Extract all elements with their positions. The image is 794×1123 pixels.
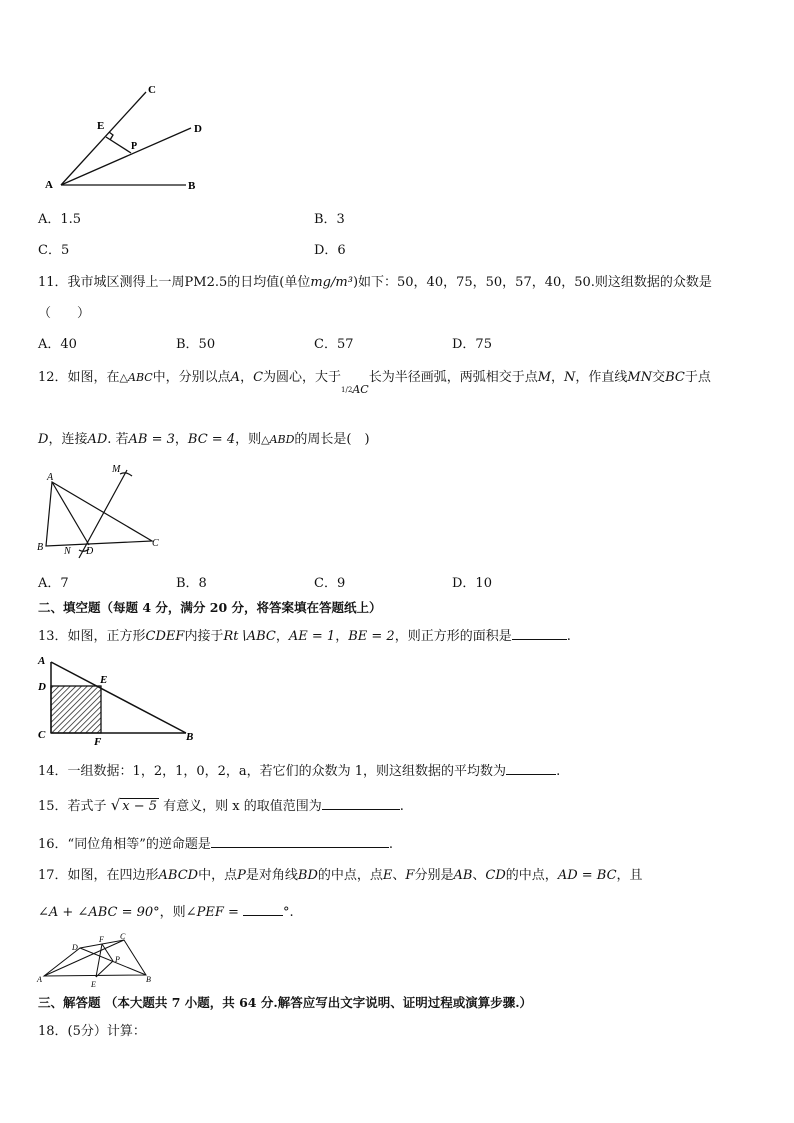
q11-option-b: B．50 [176,337,216,352]
fig17-label-P: P [115,955,120,964]
fig12-label-B: B [37,542,44,553]
q11-stem: 11．我市城区测得上一周PM2.5的日均值(单位mg/m³)如下：50，40，75，50，57，40，50.则这组数据的众数是 [38,275,712,290]
label-P: P [131,141,138,152]
quadrilateral-midpoint-figure [36,932,156,990]
fig13-label-C: C [38,729,46,741]
q11-option-c: C．57 [314,337,354,352]
fig12-label-M: M [112,464,121,475]
fig12-label-N: N [64,546,71,557]
q12-option-b: B．8 [176,576,207,591]
q12-option-a: A．7 [38,576,69,591]
label-E: E [97,120,105,132]
fig17-label-B: B [146,975,151,984]
q11-option-a: A．40 [38,337,77,352]
section-solutions-heading: 三、解答题 （本大题共 7 小题，共 64 分.解答应写出文字说明、证明过程或演算步骤.） [38,995,533,1010]
q12-option-c: C．9 [314,576,346,591]
q16-stem: 16．“同位角相等”的逆命题是 . [38,837,393,852]
q10-option-c: C．5 [38,243,70,258]
fig12-label-A: A [47,472,54,483]
label-D: D [194,123,202,135]
q16-answer-blank[interactable] [211,835,389,848]
inscribed-square-figure [36,652,201,747]
fig17-label-F: F [99,935,104,944]
triangle-perpendicular-bisector-figure [34,458,169,560]
q12-stem-line2: D，连接AD. 若AB = 3，BC = 4，则△ABD的周长是( ) [38,432,370,447]
fig13-label-A: A [38,655,46,667]
q18-stem: 18．(5分）计算： [38,1024,146,1039]
label-A: A [45,179,53,191]
fig13-label-B: B [186,731,194,743]
q10-option-a: A．1.5 [38,212,82,227]
q15-stem: 15．若式子 √ x − 5 有意义，则 x 的取值范围为 . [38,796,404,814]
section-fill-in-heading: 二、填空题（每题 4 分，满分 20 分，将答案填在答题纸上） [38,600,382,615]
fig12-label-C: C [152,538,159,549]
q13-answer-blank[interactable] [512,627,567,640]
fig17-label-D: D [72,943,78,952]
fig17-label-A: A [37,975,42,984]
q10-option-d: D．6 [314,243,346,258]
label-B: B [188,180,196,192]
fig12-label-D: D [86,546,94,557]
q14-answer-blank[interactable] [506,762,556,775]
fig13-label-D: D [38,681,46,693]
fig13-label-F: F [94,736,102,747]
q17-stem-line1: 17．如图，在四边形ABCD中，点P是对角线BD的中点，点E、F分别是AB、CD的中点，AD = BC，且 [38,868,643,883]
q14-stem: 14．一组数据：1，2，1，0，2，a，若它们的众数为 1，则这组数据的平均数为 . [38,764,561,779]
fig17-label-E: E [91,980,96,989]
q11-paren: （ ） [38,306,91,321]
q10-option-b: B．3 [314,212,345,227]
q13-stem: 13．如图，正方形CDEF内接于Rt∖ABC，AE = 1，BE = 2，则正方形的面积是 . [38,629,571,644]
sqrt-expression: √ x − 5 [110,796,158,814]
q15-answer-blank[interactable] [322,797,400,810]
fig13-label-E: E [100,674,108,686]
q11-option-d: D．75 [452,337,492,352]
q17-answer-blank[interactable] [243,903,283,916]
q17-stem-line2: ∠A + ∠ABC = 90°，则∠PEF = °. [38,905,294,920]
label-C: C [148,84,156,96]
q12-option-d: D．10 [452,576,492,591]
q12-stem-line1: 12．如图，在△ABC中，分别以点A，C为圆心，大于$1/2_{AC}$长为半径画弧，两弧相交于点M，N，作直线MN交BC于点 [38,370,711,396]
angle-bisector-figure [36,80,226,195]
fig17-label-C: C [120,932,126,941]
